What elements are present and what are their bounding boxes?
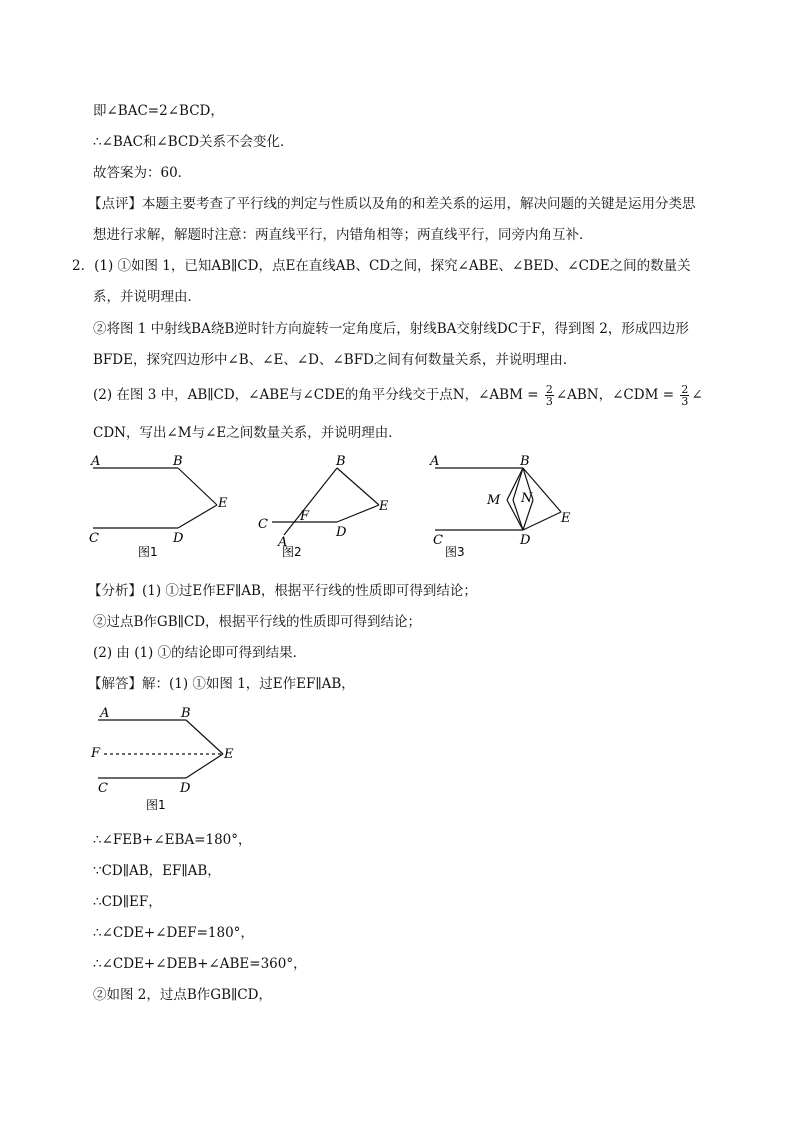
point-label: E (224, 747, 234, 762)
solution-step: ∴∠CDE+∠DEB+∠ABE=360°， (93, 956, 307, 972)
figure-caption: 图3 (445, 545, 465, 559)
point-label: D (173, 531, 184, 546)
point-label: N (521, 491, 533, 506)
point-label: D (336, 525, 347, 540)
figure-caption: 图1 (146, 798, 166, 812)
point-label: C (89, 531, 99, 546)
point-label: M (487, 493, 501, 508)
solution-step: ②如图 2，过点B作GB∥CD， (93, 987, 272, 1003)
question-2-part-1b: ②将图 1 中射线BA绕B逆时针方向旋转一定角度后，射线BA交射线DC于F，得到图 2，形成四边形 (93, 321, 689, 337)
solution-step: ∵CD∥AB，EF∥AB， (93, 863, 221, 879)
point-label: F (91, 746, 101, 761)
fraction-two-thirds: $\frac{2}{3}$ (545, 383, 553, 408)
point-label: D (520, 533, 531, 548)
solution-step: ∴CD∥EF， (93, 894, 162, 910)
point-label: A (100, 706, 110, 721)
question-text: (2) 在图 3 中，AB∥CD，∠ABE与∠CDE的角平分线交于点N，∠ABM = (93, 387, 539, 403)
question-2-part-1: 2．(1) ①如图 1，已知AB∥CD，点E在直线AB、CD之间，探究∠ABE、∠BED、∠CDE之间的数量关 (72, 258, 691, 274)
text-line: ∴∠BAC和∠BCD关系不会变化． (93, 134, 294, 150)
question-2-part-2 (93, 380, 703, 410)
text-line: 即∠BAC=2∠BCD， (93, 103, 224, 119)
figure-1 (85, 450, 235, 560)
point-label: C (258, 517, 268, 532)
point-label: B (336, 454, 346, 469)
question-text: 系，并说明理由． (93, 289, 201, 305)
analysis-text: (2) 由 (1) ①的结论即可得到结果． (93, 645, 307, 661)
point-label: E (561, 511, 571, 526)
point-label: D (180, 781, 191, 796)
point-label: E (379, 499, 389, 514)
question-text: BFDE，探究四边形中∠B、∠E、∠D、∠BFD之间有何数量关系，并说明理由． (93, 352, 577, 368)
point-label: A (430, 454, 440, 469)
figure-3 (425, 450, 585, 560)
point-label: B (520, 454, 530, 469)
solution-step: ∴∠CDE+∠DEF=180°， (93, 925, 254, 941)
analysis-text: 【分析】(1) ①过E作EF∥AB，根据平行线的性质即可得到结论； (88, 583, 477, 599)
point-label: B (173, 454, 183, 469)
point-label: A (278, 535, 288, 550)
point-label: E (218, 496, 228, 511)
point-label: A (91, 454, 101, 469)
comment-paragraph: 想进行求解，解题时注意：两直线平行，内错角相等；两直线平行，同旁内角互补． (93, 227, 593, 243)
point-label: C (98, 781, 108, 796)
question-text: ∠ABN，∠CDM = (555, 387, 675, 403)
question-text: CDN，写出∠M与∠E之间数量关系，并说明理由． (93, 425, 402, 441)
solution-text: 【解答】解：(1) ①如图 1，过E作EF∥AB， (88, 676, 355, 692)
point-label: C (433, 533, 443, 548)
point-label: B (181, 706, 191, 721)
comment-paragraph: 【点评】本题主要考查了平行线的判定与性质以及角的和差关系的运用，解决问题的关键是运用分类思 (88, 196, 696, 212)
question-text: ∠ (691, 387, 703, 403)
figure-caption: 图2 (282, 545, 302, 559)
figure-caption: 图1 (138, 545, 158, 559)
figure-solution-1 (88, 700, 248, 815)
figure-2 (252, 450, 402, 560)
point-label: F (300, 509, 310, 524)
fraction-two-thirds: $\frac{2}{3}$ (681, 383, 689, 408)
analysis-text: ②过点B作GB∥CD，根据平行线的性质即可得到结论； (93, 614, 422, 630)
text-line: 故答案为：60． (93, 165, 192, 181)
solution-step: ∴∠FEB+∠EBA=180°， (93, 832, 252, 848)
